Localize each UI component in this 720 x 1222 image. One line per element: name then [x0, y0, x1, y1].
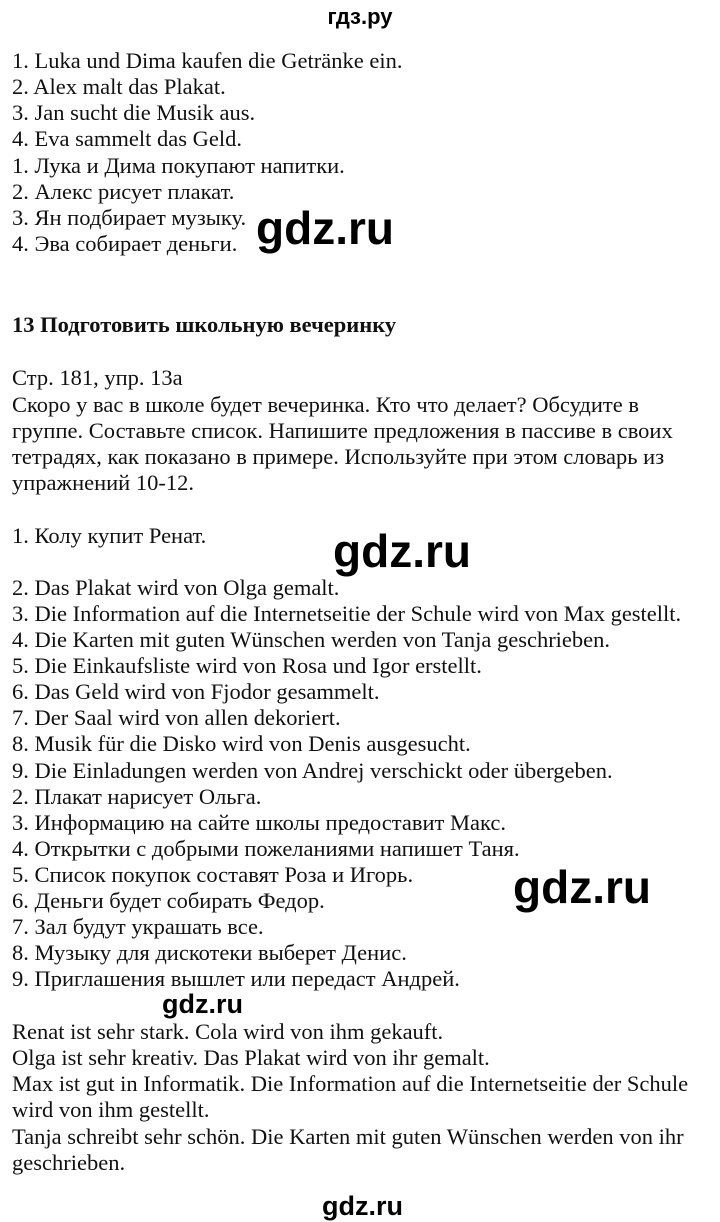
russian-line: 8. Музыку для дискотеки выберет Денис. [12, 940, 407, 965]
section-title: 13 Подготовить школьную вечеринку [12, 312, 397, 337]
answer-line: 2. Алекс рисует плакат. [12, 179, 235, 204]
german-line: 3. Die Information auf die Internetseitie der Schule wird von Max gestellt. [12, 601, 682, 626]
russian-line: 2. Плакат нарисует Ольга. [12, 784, 262, 809]
sentence-line: Tanja schreibt sehr schön. Die Karten mit guten Wünschen werden von ihr [12, 1124, 684, 1149]
watermark: gdz.ru [322, 1191, 403, 1221]
german-line: 9. Die Einladungen werden von Andrej verschickt oder übergeben. [12, 758, 613, 783]
watermark: gdz.ru [162, 989, 243, 1019]
watermark: gdz.ru [333, 525, 471, 577]
sentence-line: Olga ist sehr kreativ. Das Plakat wird von ihr gemalt. [12, 1045, 490, 1070]
answer-line: 4. Эва собирает деньги. [12, 231, 238, 256]
russian-line: 3. Информацию на сайте школы предоставит Макс. [12, 810, 506, 835]
german-line: 2. Das Plakat wird von Olga gemalt. [12, 575, 340, 600]
task-line: группе. Составьте список. Напишите предложения в пассиве в своих [12, 418, 673, 443]
sentence-line: wird von ihm gestellt. [12, 1097, 210, 1122]
answer-line: 3. Jan sucht die Musik aus. [12, 100, 256, 125]
answer-line: 1. Luka und Dima kaufen die Getränke ein. [12, 48, 403, 73]
answer-line: 1. Лука и Дима покупают напитки. [12, 153, 345, 178]
task-line: упражнений 10-12. [12, 470, 194, 495]
task-line: Скоро у вас в школе будет вечеринка. Кто что делает? Обсудите в [12, 392, 639, 417]
watermark: gdz.ru [256, 202, 394, 254]
answer-line: 3. Ян подбирает музыку. [12, 205, 247, 230]
russian-line: 6. Деньги будет собирать Федор. [12, 888, 325, 913]
site-header: гдз.ру [327, 4, 393, 29]
german-line: 7. Der Saal wird von allen dekoriert. [12, 705, 341, 730]
watermark: gdz.ru [513, 861, 651, 913]
german-line: 8. Musik für die Disko wird von Denis ausgesucht. [12, 731, 471, 756]
sentence-line: Renat ist sehr stark. Cola wird von ihm gekauft. [12, 1019, 444, 1044]
russian-line: 5. Список покупок составят Роза и Игорь. [12, 862, 414, 887]
sentence-line: Max ist gut in Informatik. Die Information auf die Internetseitie der Schule [12, 1071, 689, 1096]
sentence-line: geschrieben. [12, 1150, 126, 1175]
russian-line: 7. Зал будут украшать все. [12, 914, 264, 939]
page-reference: Стр. 181, упр. 13а [12, 365, 183, 390]
answer-line: 4. Eva sammelt das Geld. [12, 126, 242, 151]
russian-line: 4. Открытки с добрыми пожеланиями напишет Таня. [12, 836, 520, 861]
answer-line: 2. Alex malt das Plakat. [12, 74, 226, 99]
russian-line: 9. Приглашения вышлет или передаст Андрей. [12, 966, 460, 991]
german-line: 6. Das Geld wird von Fjodor gesammelt. [12, 679, 380, 704]
german-line: 5. Die Einkaufsliste wird von Rosa und Igor erstellt. [12, 653, 482, 678]
example-line: 1. Колу купит Ренат. [12, 523, 207, 548]
german-line: 4. Die Karten mit guten Wünschen werden von Tanja geschrieben. [12, 627, 611, 652]
task-line: тетрадях, как показано в примере. Используйте при этом словарь из [12, 444, 665, 469]
